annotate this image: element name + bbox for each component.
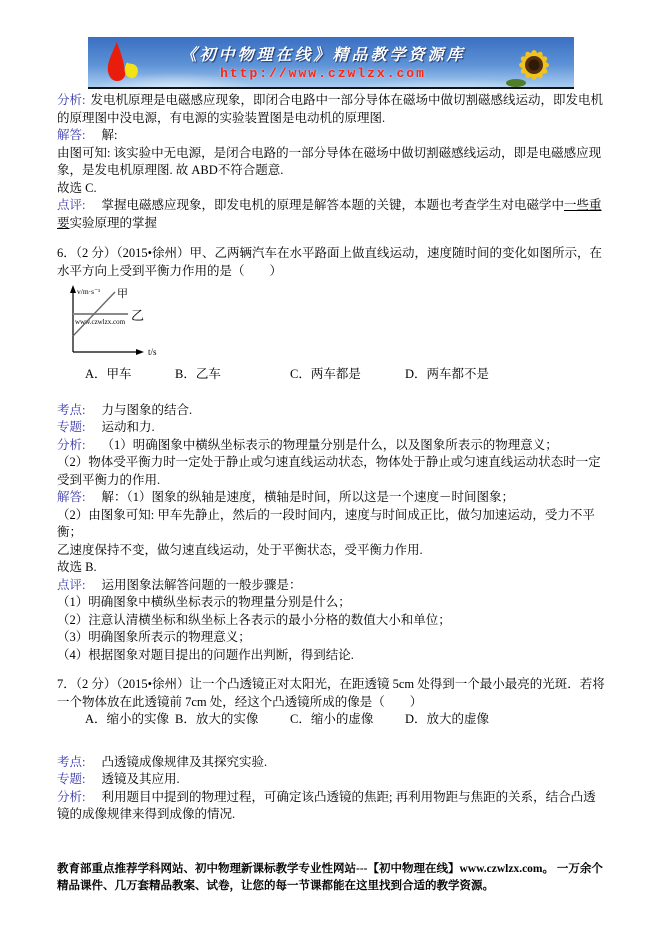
- q7-option-c: C．缩小的虚像: [290, 712, 374, 726]
- q6-analysis-label: 分析:: [57, 437, 86, 452]
- q6-option-b: B．乙车: [175, 367, 221, 381]
- q7-option-b: B．放大的实像: [175, 712, 259, 726]
- q7-options-row: [57, 711, 606, 729]
- spacer: [57, 729, 606, 754]
- q6-kaodian-label: 考点:: [57, 402, 86, 417]
- q6-comment-intro-text: 运用图象法解答问题的一般步骤是：: [101, 577, 302, 592]
- line-yi-label: 乙: [131, 308, 145, 323]
- q7-analysis-text: 利用题目中提到的物理过程，可确定该凸透镜的焦距; 再利用物距与焦距的关系，结合凸透镜的成像规律来得到成像的情况.: [57, 789, 596, 821]
- q5-analysis-label: 分析:: [57, 93, 86, 107]
- q6-answer-line-3: 乙速度保持不变，做匀速直线运动，处于平衡状态，受平衡力作用.: [57, 542, 423, 557]
- q5-analysis-paragraph: [57, 92, 606, 127]
- q6-comment-step-1: （1）明确图象中横纵坐标表示的物理量分别是什么；: [57, 595, 351, 609]
- q6-comment-step-3: （3）明确图象所表示的物理意义；: [57, 630, 251, 644]
- graph-watermark: www.czwlzx.com: [75, 318, 126, 326]
- q6-comment-label: 点评:: [57, 577, 86, 592]
- q5-answer-choice: 故选 C.: [57, 180, 97, 195]
- q6-option-d: D．两车都不是: [405, 367, 490, 381]
- q6-answer-line-1: [57, 489, 606, 507]
- q6-comment-step-4: （4）根据图象对题目提出的问题作出判断，得到结论.: [57, 647, 354, 662]
- q7-analysis-paragraph: [57, 789, 606, 824]
- q6-answer-label: 解答:: [57, 490, 86, 504]
- q7-zhuanti-label: 专题:: [57, 772, 86, 786]
- q6-analysis-text-1: （1）明确图象中横纵坐标表示的物理量分别是什么，以及图象所表示的物理意义；: [101, 437, 558, 452]
- banner-text-block: [142, 44, 504, 81]
- q6-answer-text-1: 解：（1）图象的纵轴是速度，横轴是时间，所以这是一个速度－时间图象；: [101, 490, 514, 504]
- q6-answer-line-2: （2）由图象可知: 甲车先静止，然后的一段时间内，速度与时间成正比，做匀加速运动，受力不平衡；: [57, 507, 595, 539]
- q5-comment-label: 点评:: [57, 198, 86, 212]
- q5-answer-head: 解:: [101, 128, 118, 142]
- q6-zhuanti-line: [57, 419, 606, 437]
- q7-kaodian-label: 考点:: [57, 754, 86, 769]
- banner-title: 《初中物理在线》精品教学资源库: [180, 46, 466, 64]
- q6-kaodian-line: [57, 402, 606, 420]
- spacer: [57, 232, 606, 245]
- q6-kaodian-text: 力与图象的结合.: [101, 402, 193, 417]
- q6-option-c: C．两车都是: [290, 367, 361, 381]
- q7-stem: 7．（2 分）（2015•徐州）让一个凸透镜正对太阳光，在距透镜 5cm 处得到一个最小最亮的光斑．若将一个物体放在此透镜前 7cm 处，经这个凸透镜所成的像是（ ）: [57, 677, 605, 709]
- q7-zhuanti-line: [57, 771, 606, 789]
- q7-kaodian-line: [57, 754, 606, 772]
- spacer: [57, 384, 606, 402]
- q5-comment-paragraph: [57, 197, 606, 232]
- q6-analysis-line-1: [57, 437, 606, 455]
- spacer: [57, 664, 606, 676]
- q7-zhuanti-text: 透镜及其应用.: [101, 772, 180, 786]
- banner-url: http://www.czwlzx.com: [220, 65, 426, 81]
- document-body: [57, 92, 606, 824]
- site-logo-icon: [96, 39, 142, 85]
- q7-option-a: A．缩小的实像: [85, 712, 170, 726]
- q6-options-row: [57, 366, 606, 384]
- q5-comment-text-underlined: 一些重要: [57, 198, 602, 230]
- y-axis-arrow: [70, 285, 76, 293]
- footer-text: 教育部重点推荐学科网站、初中物理新课标教学专业性网站---【初中物理在线】www.czwlzx.com。 一万余个精品课件、几万套精品教案、试卷，让您的每一节课都能在这里找到合适的教学资源。: [57, 863, 603, 892]
- x-axis-arrow: [136, 349, 144, 355]
- y-axis-label: v/m·s⁻¹: [77, 287, 101, 296]
- velocity-time-graph: [60, 284, 606, 360]
- q5-analysis-text: 发电机原理是电磁感应现象，即闭合电路中一部分导体在磁场中做切割磁感线运动，即发电机的原理图中没电源，有电源的实验装置图是电动机的原理图.: [57, 93, 603, 125]
- q5-answer-label: 解答:: [57, 128, 86, 142]
- q6-zhuanti-label: 专题:: [57, 420, 86, 434]
- q6-analysis-line-2: （2）物体受平衡力时一定处于静止或匀速直线运动状态，物体处于静止或匀速直线运动状态时一定受到平衡力的作用.: [57, 455, 601, 487]
- line-jia-label: 甲: [117, 288, 128, 300]
- q7-analysis-label: 分析:: [57, 789, 86, 804]
- site-banner: [88, 37, 574, 89]
- q5-answer-body: 由图可知: 该实验中无电源，是闭合电路的一部分导体在磁场中做切割磁感线运动，即是电磁感应现象，是发电机原理图. 故 ABD不符合题意.: [57, 145, 602, 177]
- q6-comment-step-2: （2）注意认清横坐标和纵坐标上各表示的最小分格的数值大小和单位；: [57, 612, 451, 627]
- q5-answer-head-line: [57, 127, 606, 145]
- sunflower-icon: [504, 37, 570, 87]
- q5-comment-text-pre: 掌握电磁感应现象，即发电机的原理是解答本题的关键，本题也考查学生对电磁学中: [101, 198, 564, 212]
- page-footer: [57, 861, 609, 894]
- q6-zhuanti-text: 运动和力.: [101, 420, 155, 434]
- q6-comment-intro: [57, 577, 606, 595]
- q6-answer-choice: 故选 B.: [57, 560, 97, 574]
- q6-option-a: A．甲车: [85, 367, 132, 381]
- q7-kaodian-text: 凸透镜成像规律及其探究实验.: [101, 754, 268, 769]
- q5-comment-text-post: 实验原理的掌握: [69, 215, 158, 230]
- q6-stem: 6．（2 分）（2015•徐州）甲、乙两辆汽车在水平路面上做直线运动，速度随时间的变化如图所示，在水平方向上受到平衡力作用的是（ ）: [57, 246, 603, 278]
- x-axis-label: t/s: [148, 347, 157, 357]
- q7-option-d: D．放大的虚像: [405, 712, 490, 726]
